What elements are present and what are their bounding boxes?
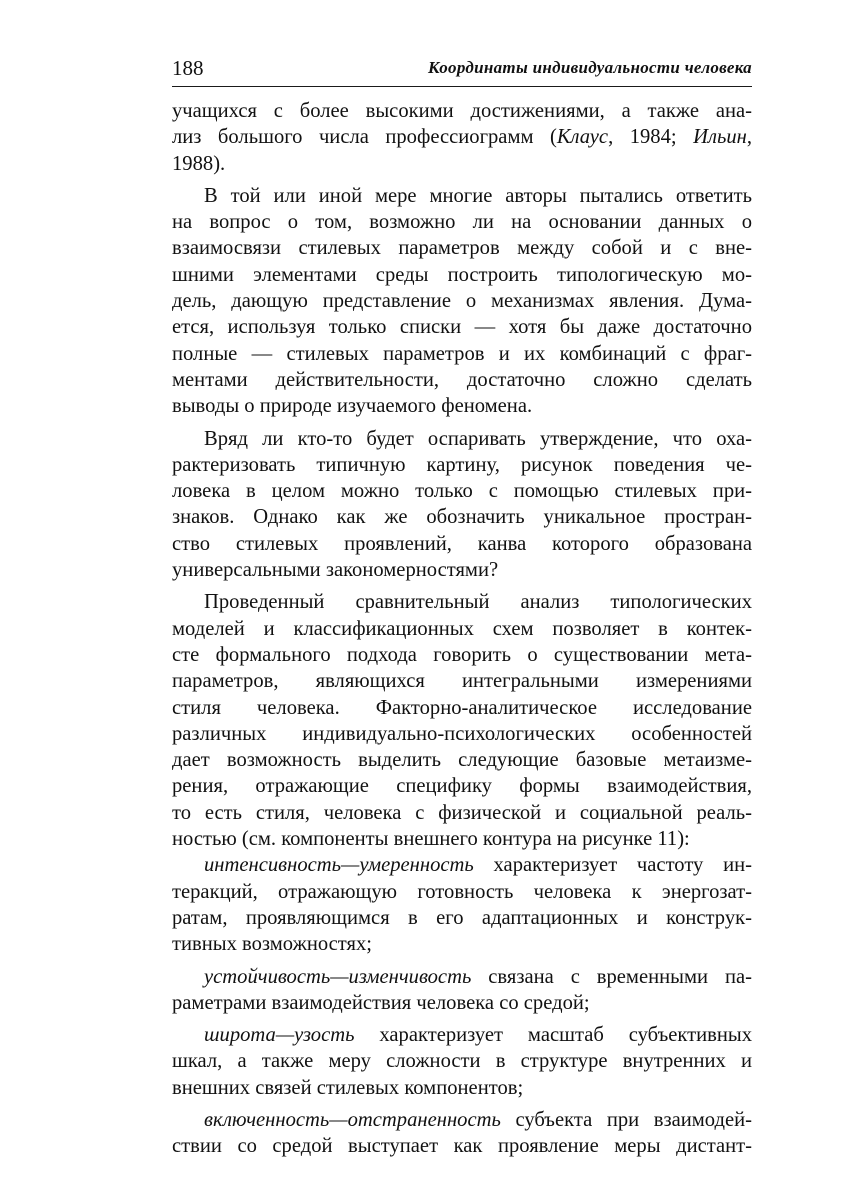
text-line: полные — стилевых параметров и их комбинаций с фраг-	[172, 342, 752, 365]
text-line: моделей и классификационных схем позволяет в контек-	[172, 617, 752, 640]
text-line: ратам, проявляющимся в его адаптационных и конструк-	[172, 906, 752, 929]
text-line: включенность—отстраненность субъекта при взаимодей-	[204, 1108, 752, 1131]
text-line: ловека в целом можно только с помощью стилевых при-	[172, 480, 752, 503]
text-line: интенсивность—умеренность характеризует частоту ин-	[204, 854, 752, 877]
term: широта—узость	[204, 1024, 355, 1047]
text-line: стиля человека. Факторно-аналитическое исследование	[172, 696, 752, 719]
text-line: универсальными закономерностями?	[172, 559, 499, 582]
text-line: В той или иной мере многие авторы пытались ответить	[204, 184, 752, 207]
text-line: устойчивость—изменчивость связана с временными па-	[204, 965, 752, 988]
text-line: ствии со средой выступает как проявление меры дистант-	[172, 1135, 752, 1158]
paragraph	[172, 98, 752, 177]
text-line: Проведенный сравнительный анализ типологических	[204, 591, 752, 614]
text-line: ментами действительности, достаточно сложно сделать	[172, 368, 752, 391]
paragraph	[172, 426, 752, 584]
citation-author: Клаус	[556, 126, 609, 149]
text-line: взаимосвязи стилевых параметров между собой и с вне-	[172, 237, 752, 260]
text-line: внешних связей стилевых компонентов;	[172, 1076, 524, 1099]
text-line: параметров, являющихся интегральными измерениями	[172, 670, 752, 693]
text-line: шкал, а также меру сложности в структуре внутренних и	[172, 1050, 752, 1073]
list-item	[172, 964, 752, 1017]
text-line: дель, дающую представление о механизмах явления. Дума-	[172, 290, 752, 313]
text-line: теракций, отражающую готовность человека к энергозат-	[172, 880, 752, 903]
page-header	[172, 52, 752, 87]
term: устойчивость—изменчивость	[204, 965, 472, 988]
text-line: 1988).	[172, 152, 226, 175]
text-line: ство стилевых проявлений, канва которого образована	[172, 532, 752, 555]
text-line: выводы о природе изучаемого феномена.	[172, 395, 533, 418]
text-line: лиз большого числа профессиограмм (Клаус, 1984; Ильин,	[172, 126, 752, 149]
text-line: знаков. Однако как же обозначить уникальное простран-	[172, 506, 752, 529]
text-line: Вряд ли кто-то будет оспаривать утверждение, что оха-	[204, 427, 752, 450]
text-line: тивных возможностях;	[172, 933, 373, 956]
text-line: ностью (см. компоненты внешнего контура на рисунке 11):	[172, 828, 690, 851]
citation-author: Ильин	[693, 126, 747, 149]
page-number: 188	[172, 56, 204, 80]
text-line: рактеризовать типичную картину, рисунок поведения че-	[172, 453, 752, 476]
list-item	[172, 852, 752, 957]
text-line: учащихся с более высокими достижениями, а также ана-	[172, 100, 752, 122]
paragraph	[172, 589, 752, 852]
list-item	[172, 1107, 752, 1160]
list-item	[172, 1022, 752, 1101]
text-line: рения, отражающие специфику формы взаимодействия,	[172, 775, 752, 798]
text-line: дает возможность выделить следующие базовые метаизме-	[172, 749, 752, 772]
paragraph	[172, 183, 752, 420]
running-title: Координаты индивидуальности человека	[428, 58, 752, 77]
term: включенность—отстраненность	[204, 1108, 501, 1131]
term: интенсивность—умеренность	[204, 854, 474, 877]
text-line: различных индивидуально-психологических особенностей	[172, 722, 752, 745]
text-line: на вопрос о том, возможно ли на основании данных о	[172, 211, 752, 234]
text-line: широта—узость характеризует масштаб субъективных	[204, 1024, 752, 1047]
text-line: то есть стиля, человека с физической и социальной реаль-	[172, 801, 752, 824]
text-line: раметрами взаимодействия человека со средой;	[172, 991, 590, 1014]
text-line: ется, используя только списки — хотя бы даже достаточно	[172, 316, 752, 339]
text-line: сте формального подхода говорить о существовании мета-	[172, 643, 752, 666]
body-text	[172, 98, 752, 1160]
text-line: шними элементами среды построить типологическую мо-	[172, 263, 752, 286]
